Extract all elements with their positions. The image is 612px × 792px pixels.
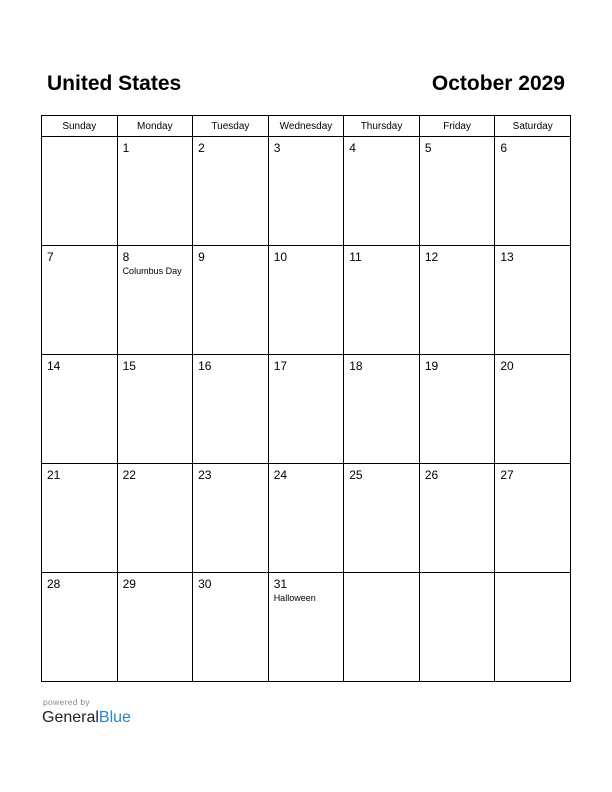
day-number: 10 (273, 250, 288, 264)
month-title: October 2029 (431, 72, 565, 95)
day-number: 23 (198, 468, 212, 482)
day-number: 24 (273, 468, 288, 482)
day-cell (42, 573, 118, 682)
weekday-sunday: Sunday (42, 116, 118, 137)
day-cell (268, 355, 344, 464)
day-cell (117, 573, 193, 682)
day-cell (419, 137, 495, 246)
day-number: 9 (198, 250, 205, 264)
day-cell (117, 246, 193, 355)
day-number: 30 (198, 577, 212, 591)
day-cell (42, 355, 118, 464)
week-row-1 (42, 137, 571, 246)
day-cell (268, 246, 344, 355)
brand-name-part2: Blue (98, 709, 131, 726)
day-cell (193, 573, 269, 682)
day-number: 19 (424, 359, 439, 373)
day-cell (42, 246, 118, 355)
day-number: 26 (424, 468, 439, 482)
day-cell (117, 137, 193, 246)
day-number: 3 (273, 141, 281, 155)
day-cell (495, 137, 571, 246)
day-cell (42, 137, 118, 246)
day-cell (344, 355, 420, 464)
weekday-thursday: Thursday (344, 116, 420, 137)
brand-name-part1: General (42, 709, 99, 726)
day-cell (344, 464, 420, 573)
day-number: 5 (424, 141, 432, 155)
holiday-label: Columbus Day (122, 266, 182, 276)
day-number: 6 (500, 141, 508, 155)
day-number: 16 (198, 359, 212, 373)
day-cell (268, 464, 344, 573)
weekday-monday: Monday (117, 116, 193, 137)
country-title: United States (47, 72, 182, 95)
day-cell (495, 464, 571, 573)
calendar-grid (41, 115, 571, 682)
day-number: 12 (424, 250, 439, 264)
day-cell (419, 464, 495, 573)
day-number: 31 (273, 577, 288, 591)
day-cell (193, 137, 269, 246)
day-number: 28 (47, 577, 61, 591)
day-number: 2 (198, 141, 205, 155)
day-number: 25 (349, 468, 363, 482)
week-row-2 (42, 246, 571, 355)
holiday-label: Halloween (273, 593, 316, 603)
day-number: 1 (122, 141, 130, 155)
day-cell (495, 573, 571, 682)
weekday-tuesday: Tuesday (193, 116, 269, 137)
weekday-saturday: Saturday (495, 116, 571, 137)
day-cell (268, 137, 344, 246)
day-number: 27 (500, 468, 514, 482)
day-cell (495, 246, 571, 355)
day-number: 29 (122, 577, 136, 591)
day-number: 18 (349, 359, 363, 373)
day-number: 13 (500, 250, 514, 264)
week-row-4 (42, 464, 571, 573)
day-cell (42, 464, 118, 573)
day-cell (193, 246, 269, 355)
weekday-wednesday: Wednesday (268, 116, 344, 137)
day-number: 15 (122, 359, 136, 373)
powered-by-text: powered by (43, 697, 90, 707)
day-number: 20 (500, 359, 514, 373)
day-number: 14 (47, 359, 61, 373)
day-cell (419, 355, 495, 464)
day-cell (117, 355, 193, 464)
day-cell (419, 573, 495, 682)
day-cell (193, 464, 269, 573)
day-cell (268, 573, 344, 682)
brand-logo[interactable] (42, 709, 131, 727)
week-row-5 (42, 573, 571, 682)
day-cell (117, 464, 193, 573)
day-cell (344, 573, 420, 682)
week-row-3 (42, 355, 571, 464)
day-cell (419, 246, 495, 355)
day-number: 8 (122, 250, 130, 264)
day-number: 4 (349, 141, 356, 155)
day-number: 11 (349, 250, 362, 264)
weekday-friday: Friday (419, 116, 495, 137)
day-number: 17 (273, 359, 288, 373)
day-number: 22 (122, 468, 136, 482)
day-number: 7 (47, 250, 54, 264)
weekday-header-row (42, 116, 571, 137)
day-cell (344, 137, 420, 246)
day-number: 21 (47, 468, 61, 482)
day-cell (193, 355, 269, 464)
day-cell (344, 246, 420, 355)
day-cell (495, 355, 571, 464)
